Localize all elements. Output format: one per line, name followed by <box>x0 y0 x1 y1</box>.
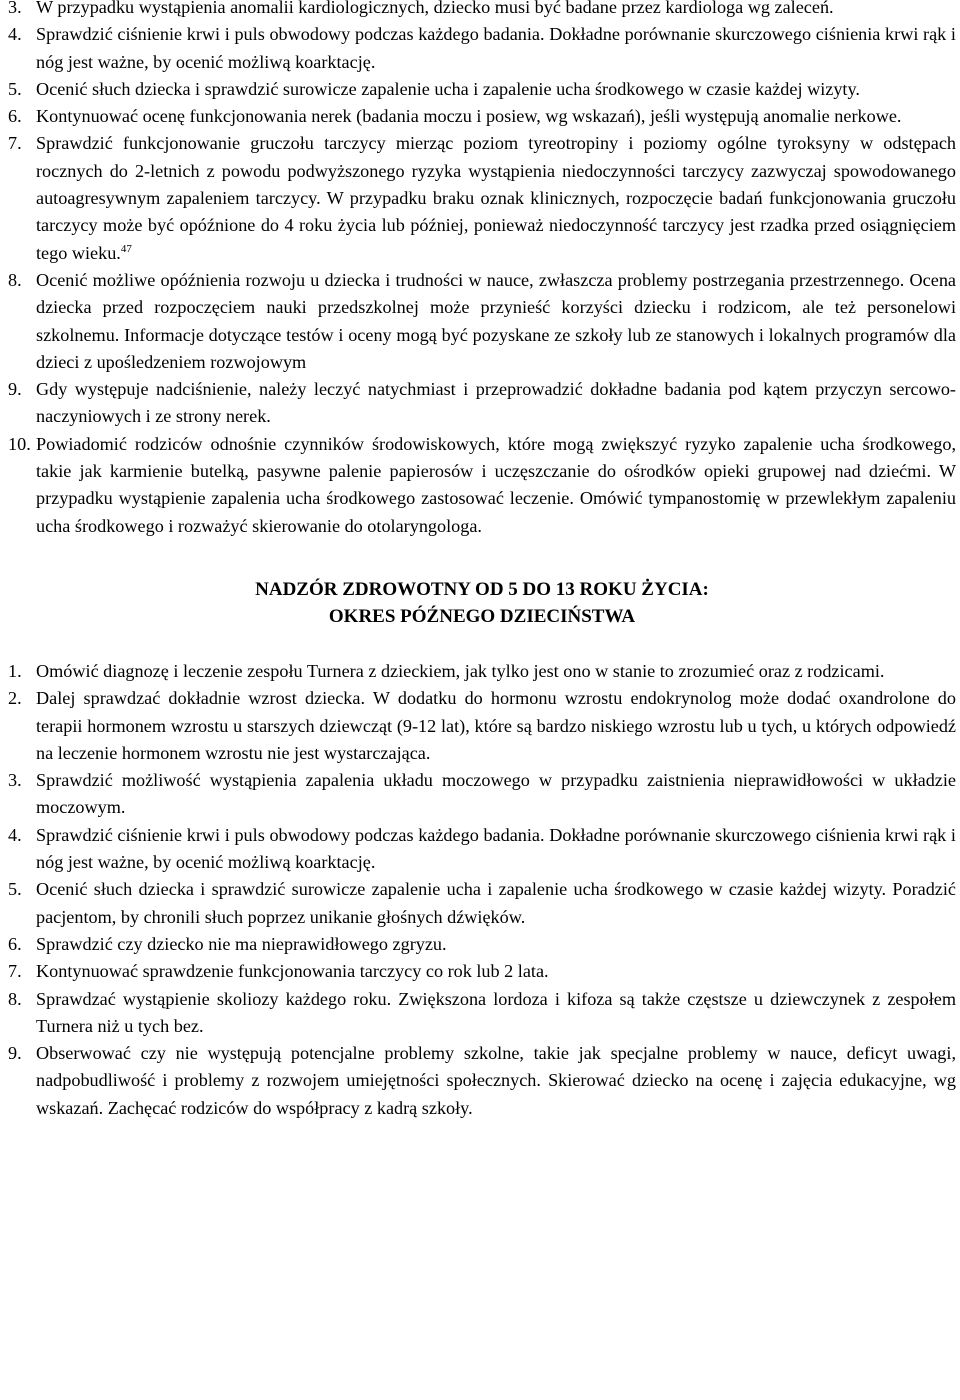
list-item <box>8 130 956 266</box>
item-number: 3. <box>8 770 22 791</box>
list-item <box>8 431 956 540</box>
item-number: 1. <box>8 660 22 681</box>
item-text: Sprawdzić czy dziecko nie ma nieprawidłowego zgryzu. <box>36 933 447 954</box>
footnote-reference: 47 <box>120 242 132 255</box>
item-number: 6. <box>8 933 22 954</box>
item-text: Sprawdzić możliwość wystąpienia zapalenia układu moczowego w przypadku zaistnienia nieprawidłowości w układzie moczowym. <box>36 770 956 818</box>
list-item <box>8 658 956 685</box>
item-number: 5. <box>8 78 22 99</box>
item-text: Sprawdzić funkcjonowanie gruczołu tarczycy mierząc poziom tyreotropiny i poziomy ogólne tyroksyny w odstępach rocznych do 2-letnich z powodu podwyższonego ryzyka wystąpienia niedoczynności tarczycy zazwyczaj spowodowanego autoagresywnym zapaleniem tarczycy. W przypadku braku oznak klinicznych, rozpoczęcie badań funkcjonowania gruczołu tarczycy może być opóźnione do 4 roku życia lub później, ponieważ niedoczynność tarczycy jest rzadka przed osiągnięciem tego wieku. <box>36 133 956 263</box>
list-item <box>8 685 956 767</box>
list-item <box>8 376 956 431</box>
care-list-early-childhood <box>8 0 956 540</box>
list-item <box>8 1040 956 1122</box>
item-number: 9. <box>8 379 22 400</box>
list-item <box>8 0 956 21</box>
section-heading <box>8 576 956 630</box>
list-item <box>8 767 956 822</box>
list-item <box>8 267 956 376</box>
item-number: 5. <box>8 879 22 900</box>
item-text: Ocenić możliwe opóźnienia rozwoju u dziecka i trudności w nauce, zwłaszcza problemy postrzegania przestrzennego. Ocena dziecka przed rozpoczęciem nauki przedszkolnej może przynieść korzyści dziecku i rodzicom, ale też personelowi szkolnemu. Informacje dotyczące testów i oceny mogą być pozyskane ze szkoły lub ze stanowych i lokalnych programów dla dzieci z upośledzeniem rozwojowym <box>36 269 956 372</box>
item-text: Kontynuować ocenę funkcjonowania nerek (badania moczu i posiew, wg wskazań), jeśli występują anomalie nerkowe. <box>36 106 902 127</box>
list-item <box>8 986 956 1041</box>
item-text: Ocenić słuch dziecka i sprawdzić surowicze zapalenie ucha i zapalenie ucha środkowego w czasie każdej wizyty. Poradzić pacjentom, by chronili słuch poprzez unikanie głośnych dźwięków. <box>36 879 956 927</box>
item-number: 8. <box>8 988 22 1009</box>
list-item <box>8 958 956 985</box>
item-text: Gdy występuje nadciśnienie, należy leczyć natychmiast i przeprowadzić dokładne badania pod kątem przyczyn sercowo-naczyniowych i ze strony nerek. <box>36 379 956 427</box>
item-text: Sprawdzać wystąpienie skoliozy każdego roku. Zwiększona lordoza i kifoza są także częstsze u dziewczynek z zespołem Turnera niż u tych bez. <box>36 988 956 1036</box>
list-item <box>8 103 956 130</box>
list-item <box>8 21 956 76</box>
item-text: Dalej sprawdzać dokładnie wzrost dziecka. W dodatku do hormonu wzrostu endokrynolog może dodać oxandrolone do terapii hormonem wzrostu u starszych dziewcząt (9-12 lat), które są bardzo niskiego wzrostu lub u tych, u których odpowiedź na leczenie hormonem wzrostu nie jest wystarczająca. <box>36 688 956 763</box>
item-text: Kontynuować sprawdzenie funkcjonowania tarczycy co rok lub 2 lata. <box>36 961 549 982</box>
item-number: 2. <box>8 688 22 709</box>
item-text-wrapper <box>36 130 956 266</box>
item-text: Omówić diagnozę i leczenie zespołu Turnera z dzieckiem, jak tylko jest ono w stanie to zrozumieć oraz z rodzicami. <box>36 660 885 681</box>
item-number: 10. <box>8 433 31 454</box>
list-item <box>8 76 956 103</box>
item-text: Sprawdzić ciśnienie krwi i puls obwodowy podczas każdego badania. Dokładne porównanie skurczowego ciśnienia krwi rąk i nóg jest ważne, by ocenić możliwą koarktację. <box>36 24 956 72</box>
item-number: 4. <box>8 824 22 845</box>
list-item <box>8 822 956 877</box>
item-number: 7. <box>8 961 22 982</box>
item-number: 9. <box>8 1043 22 1064</box>
list-item <box>8 931 956 958</box>
section-heading-line1: NADZÓR ZDROWOTNY OD 5 DO 13 ROKU ŻYCIA: <box>255 578 709 600</box>
item-text: Obserwować czy nie występują potencjalne problemy szkolne, takie jak specjalne problemy w nauce, deficyt uwagi, nadpobudliwość i problemy z rozwojem umiejętności społecznych. Skierować dziecko na ocenę i zajęcia edukacyjne, wg wskazań. Zachęcać rodziców do współpracy z kadrą szkoły. <box>36 1043 956 1118</box>
item-text: Ocenić słuch dziecka i sprawdzić surowicze zapalenie ucha i zapalenie ucha środkowego w czasie każdej wizyty. <box>36 78 860 99</box>
item-number: 3. <box>8 0 22 17</box>
care-list-late-childhood <box>8 658 956 1122</box>
item-text: Sprawdzić ciśnienie krwi i puls obwodowy podczas każdego badania. Dokładne porównanie skurczowego ciśnienia krwi rąk i nóg jest ważne, by ocenić możliwą koarktację. <box>36 824 956 873</box>
section-heading-line2: OKRES PÓŹNEGO DZIECIŃSTWA <box>328 605 636 627</box>
item-number: 4. <box>8 24 22 45</box>
item-text: Powiadomić rodziców odnośnie czynników środowiskowych, które mogą zwiększyć ryzyko zapalenie ucha środkowego, takie jak karmienie butelką, pasywne palenie papierosów i uczęszczanie do ośrodków opieki grupowej nad dziećmi. W przypadku wystąpienie zapalenia ucha środkowego zastosować leczenie. Omówić tympanostomię w przewlekłym zapaleniu ucha środkowego i rozważyć skierowanie do otolaryngologa. <box>36 433 956 536</box>
item-number: 8. <box>8 269 22 290</box>
item-number: 7. <box>8 133 22 154</box>
item-number: 6. <box>8 106 22 127</box>
list-item <box>8 876 956 931</box>
item-text: W przypadku wystąpienia anomalii kardiologicznych, dziecko musi być badane przez kardiologa wg zaleceń. <box>36 0 834 17</box>
